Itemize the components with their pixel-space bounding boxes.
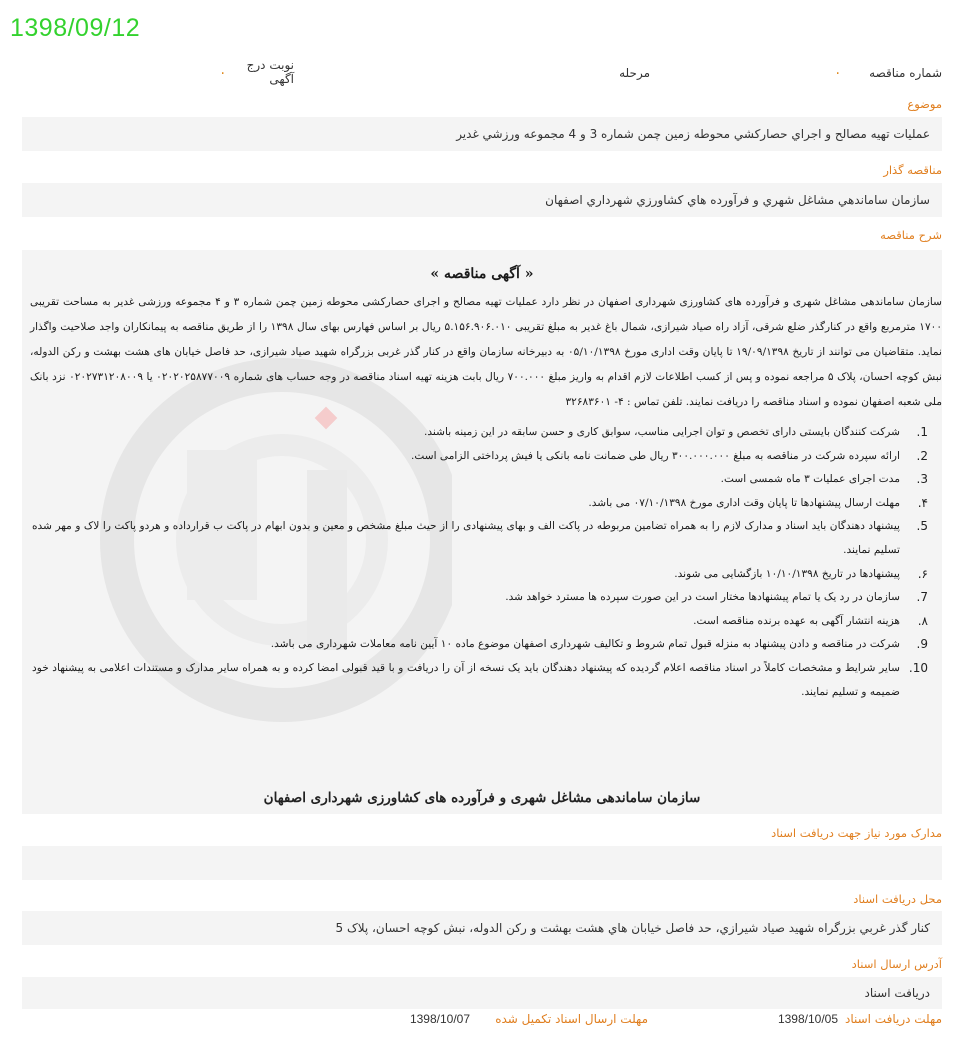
ad-condition-text: پیشنهادها در تاریخ ۱۰/۱۰/۱۳۹۸ بازگشایی می شوند. — [674, 567, 900, 580]
receive-place-value: کنار گذر غربي بزرگراه شهيد صياد شيرازي، حد فاصل خيابان هاي هشت بهشت و رکن الدوله، نبش کوچه احسان، پلاک 5 — [335, 921, 930, 935]
tender-number-value: . — [835, 62, 840, 78]
ad-condition-item — [22, 445, 942, 469]
ad-title: « آگهی مناقصه » — [430, 266, 534, 282]
send-deadline-value: 1398/10/07 — [409, 1012, 470, 1026]
ad-condition-item — [22, 610, 942, 634]
ad-condition-number: 3. — [916, 472, 928, 487]
ad-body — [22, 250, 942, 704]
ad-condition-number: 9. — [916, 637, 928, 652]
ad-turn-label-line2: آگهی — [269, 72, 294, 86]
ad-condition-number: 5. — [916, 519, 928, 534]
ad-conditions-list — [22, 421, 942, 704]
ad-turn-label-line1: نوبت درج — [246, 58, 294, 72]
ad-condition-number: 2. — [916, 448, 928, 463]
ad-condition-item — [22, 492, 942, 516]
send-deadline-label: مهلت ارسال اسناد تكميل شده — [495, 1012, 648, 1026]
ad-condition-text: مهلت ارسال پیشنهادها تا پایان وقت اداری مورخ ۰۷/۱۰/۱۳۹۸ می باشد. — [588, 496, 900, 509]
send-address-box — [22, 977, 942, 1009]
ad-condition-number: ۴. — [917, 495, 928, 510]
ad-condition-number: ۶. — [917, 566, 928, 581]
tenderer-box — [22, 183, 942, 217]
required-docs-label: مدارک مورد نياز جهت دريافت اسناد — [771, 826, 942, 840]
ad-turn-label — [247, 58, 294, 86]
tender-header-row — [0, 58, 970, 98]
tender-number-label: شماره مناقصه — [869, 66, 942, 80]
deadlines-row — [0, 1012, 970, 1032]
receive-place-box — [22, 911, 942, 945]
subject-value: عمليات تهيه مصالح و اجراي حصارکشي محوطه زمين چمن شماره 3 و 4 مجموعه ورزشي غدير — [456, 127, 930, 141]
ad-condition-text: پیشنهاد دهندگان باید اسناد و مدارک لازم را به همراه تضامین مربوطه در پاکت الف و بهای پیشنهادی را از حیث مبلغ مشخص و معین و بدون ابهام در پاکت ب قرارداده و هردو پاکت را لاک و مهر شده تسلیم نمایند. — [32, 520, 900, 556]
receive-deadline-label: مهلت دريافت اسناد — [844, 1012, 942, 1026]
ad-condition-item — [22, 515, 942, 562]
ad-condition-number: 7. — [916, 590, 928, 605]
subject-label: موضوع — [907, 97, 942, 111]
ad-signature: سازمان ساماندهی مشاغل شهری و فرآورده های کشاورزی شهرداری اصفهان — [263, 790, 701, 806]
ad-condition-number: 10. — [908, 660, 928, 675]
send-address-label: آدرس ارسال اسناد — [851, 957, 942, 971]
ad-turn-value: . — [220, 62, 225, 78]
ad-condition-item — [22, 421, 942, 445]
description-label: شرح مناقصه — [880, 228, 942, 242]
ad-signature-block — [22, 790, 942, 806]
receive-deadline-value: 1398/10/05 — [777, 1012, 838, 1026]
receive-place-label: محل دريافت اسناد — [853, 892, 942, 906]
ad-condition-text: ارائه سپرده شرکت در مناقصه به مبلغ ۳۰۰.۰۰۰.۰۰۰ ریال طی ضمانت نامه بانکی یا فیش پرداختی الزامی است. — [410, 449, 900, 462]
send-address-value: دريافت اسناد — [864, 986, 930, 1000]
ad-condition-text: سازمان در رد یک یا تمام پیشنهادها مختار است در این صورت سپرده ها مسترد خواهد شد. — [505, 591, 900, 604]
publish-date: 1398/09/12 — [10, 14, 141, 42]
ad-condition-number: ۸. — [917, 613, 928, 628]
ad-condition-text: شرکت در مناقصه و دادن پیشنهاد به منزله قبول تمام شروط و تکالیف شهرداری اصفهان موضوع ماده ۱۰ آیین نامه معاملات شهرداری می باشد. — [270, 638, 900, 651]
ad-condition-item — [22, 657, 942, 704]
stage-label: مرحله — [619, 66, 650, 80]
ad-condition-item — [22, 563, 942, 587]
ad-condition-text: شرکت کنندگان بایستی دارای تخصص و توان اجرایی مناسب، سوابق کاری و حسن سابقه در این زمینه باشند. — [424, 426, 900, 438]
tender-ad-image — [22, 250, 942, 814]
required-docs-box — [22, 846, 942, 880]
ad-condition-item — [22, 586, 942, 610]
ad-condition-text: مدت اجرای عملیات ۳ ماه شمسی است. — [720, 473, 900, 486]
ad-condition-text: هزینه انتشار آگهی به عهده برنده مناقصه است. — [693, 614, 900, 627]
ad-condition-item — [22, 468, 942, 492]
tenderer-label: مناقصه گذار — [883, 163, 942, 177]
ad-condition-number: 1. — [916, 425, 928, 439]
ad-condition-item — [22, 633, 942, 657]
ad-intro: سازمان ساماندهی مشاغل شهری و فرآورده های کشاورزی شهرداری اصفهان در نظر دارد عملیات تهیه مصالح و اجرای حصارکشی محوطه زمین چمن شماره ۳ و ۴ مجموعه ورزشی غدیر به مساحت تقریبی ۱۷۰۰ مترمربع واقع در کنارگذر ضلع شرقی، آزاد راه صیاد شیرازی، شمال باغ غدیر به مبلغ تقریبی ۵.۱۵۶.۹۰۶.۰۱۰ ریال بر اساس فهارس بهای سال ۱۳۹۸ را از طریق مناقصه به پیمانکاران واجد صلاحیت واگذار نماید. متقاضیان می توانند از تاریخ ۱۹/۰۹/۱۳۹۸ تا پایان وقت اداری مورخ ۰۵/۱۰/۱۳۹۸ به دبیرخانه سازمان واقع در کنار گذر غربی بزرگراه شهید صیاد شیرازی، حد فاصل خیابان های هشت بهشت و رکن الدوله، نبش کوچه احسان، پلاک ۵ مراجعه نموده و پس از کسب اطلاعات لازم اقدام به واریز مبلغ ۷۰۰.۰۰۰ ریال بابت هزینه تهیه اسناد مناقصه در وجه حساب های شماره ۰۲۰۲۰۲۵۸۷۷۰۰۹ یا ۰۲۰۲۷۳۱۲۰۸۰۰۹ نزد بانک ملی شعبه اصفهان نموده و اسناد مناقصه را دریافت نمایند. تلفن تماس : ۴- ۳۲۶۸۳۶۰۱ — [30, 296, 942, 408]
subject-box — [22, 117, 942, 151]
tenderer-value: سازمان ساماندهي مشاغل شهري و فرآورده هاي كشاورزي شهرداري اصفهان — [545, 193, 930, 207]
ad-condition-text: سایر شرایط و مشخصات کاملاً در اسناد مناقصه اعلام گردیده که پیشنهاد دهندگان باید یک نسخه از آن را دریافت و با قید قبولی امضا کرده و به همراه سایر مدارک و مستندات اعلامی به پیشنهاد خود ضمیمه و تسلیم نمایند. — [32, 661, 900, 698]
